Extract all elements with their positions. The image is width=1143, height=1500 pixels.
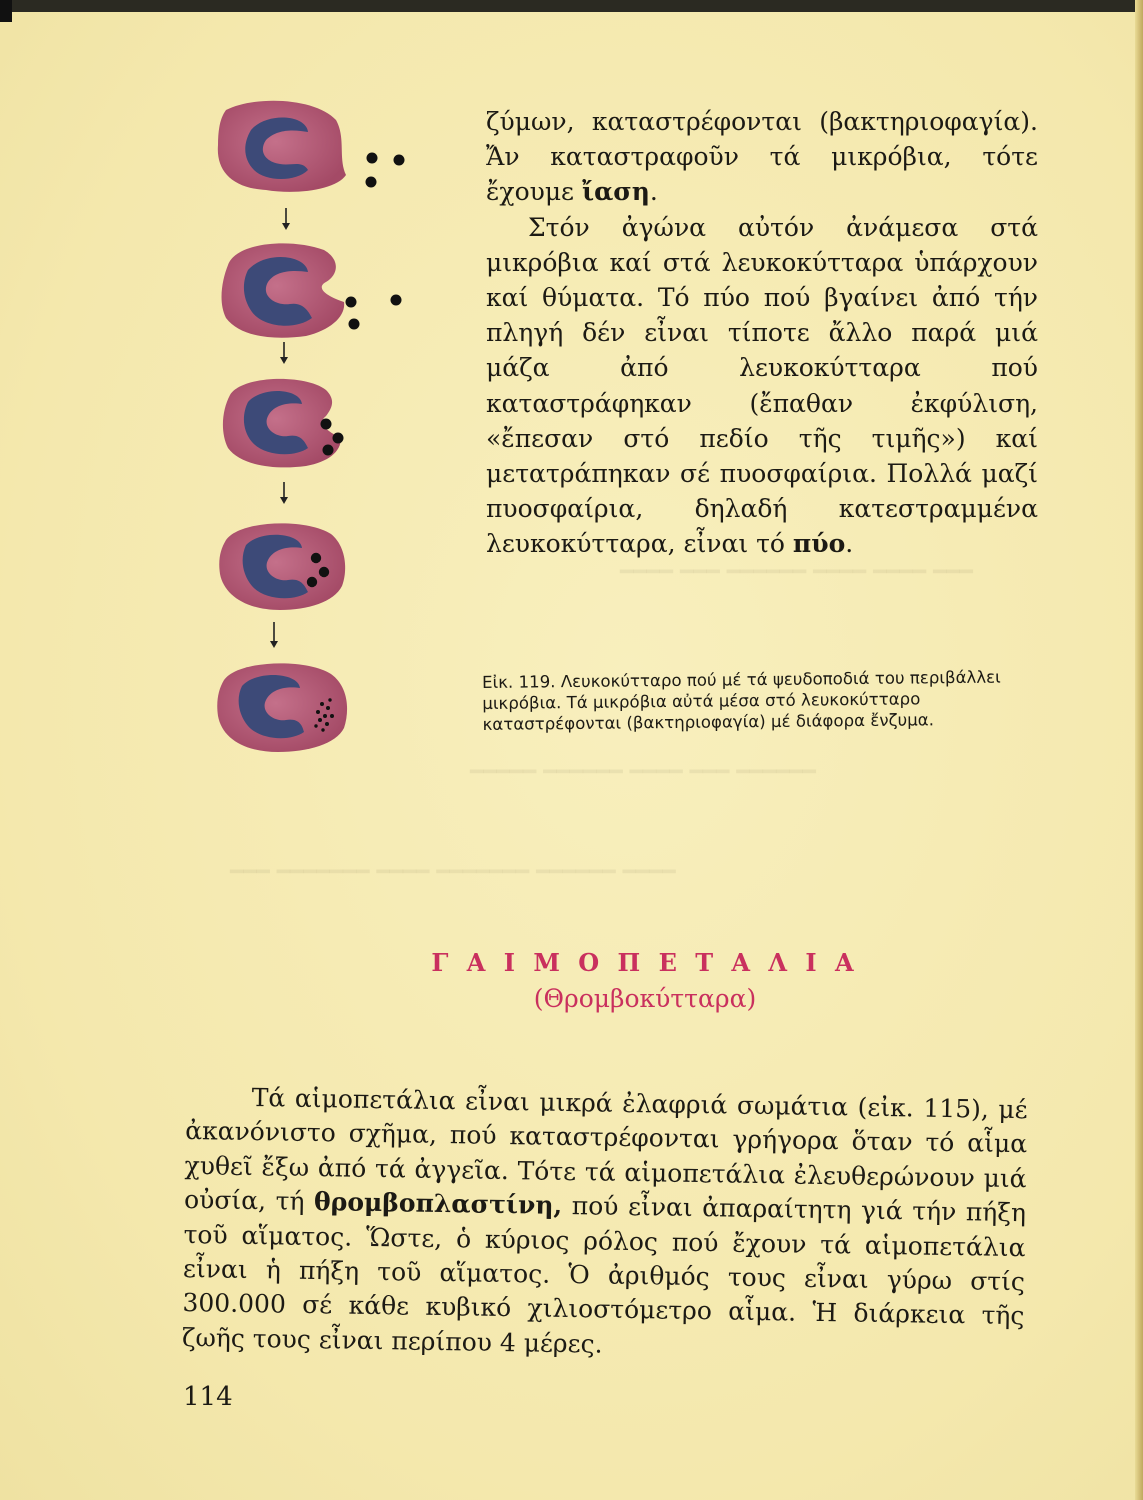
- top-paragraph: [486, 104, 1038, 562]
- bold-term-healing: ἴαση: [581, 177, 650, 207]
- scan-border-top: [0, 0, 1143, 12]
- leukocyte-stage-4: [219, 523, 345, 610]
- paragraph-2: [486, 210, 1038, 562]
- down-arrow-icon: [282, 208, 290, 230]
- bacteria-stage-2: [346, 295, 402, 330]
- scan-corner: [0, 0, 12, 22]
- text-run: Τά αἱμοπετάλια εἶναι μικρά ἐλαφριά σωμάτια (εἰκ. 115), μέ ἀκανόνιστο σχῆμα, πού καταστρέφονται γρήγορα ὅταν τό αἷμα χυθεῖ ἔξω ἀπό τά ἀγγεῖα. Τότε τά αἱμοπετάλια ἐλευθερώνουν μιά οὐσία, τή: [183, 1083, 1028, 1217]
- text-run: πού εἶναι ἀπαραίτητη γιά τήν πήξη τοῦ αἵματος. Ὥστε, ὁ κύριος ρόλος πού ἔχουν τά αἱμοπετάλια εἶναι ἡ πήξη τοῦ αἵματος. Ὁ ἀριθμός τους εἶναι γύρω στίς 300.000 σέ κάθε κυβικό χιλιοστόμετρο αἷμα. Ἡ διάρκεια τῆς ζωῆς τους εἶναι περίπου 4 μέρες.: [181, 1191, 1027, 1359]
- text-run: .: [845, 529, 854, 559]
- bold-term-thromboplastin: θρομβοπλαστίνη,: [313, 1187, 563, 1221]
- page-edge: [1135, 0, 1143, 1500]
- down-arrow-icon: [280, 482, 288, 504]
- text-run: ζύμων, καταστρέφονται (βακτηριοφαγία). Ἄν καταστραφοῦν τά μικρόβια, τότε ἔχουμε: [486, 107, 1038, 207]
- down-arrow-icon: [280, 342, 288, 364]
- section-title: Γ Α Ι Μ Ο Π Ε Τ Α Λ Ι Α: [431, 948, 859, 977]
- text-run: Στόν ἀγώνα αὐτόν ἀνάμεσα στά μικρόβια καί στά λευκοκύτταρα ὑπάρχουν καί θύματα. Τό πύο πού βγαίνει ἀπό τήν πληγή δέν εἶναι τίποτε ἄλλο παρά μιά μάζα ἀπό λευκοκύτταρα πού καταστράφηκαν (ἔπαθαν ἐκφύλιση, «ἔπεσαν στό πεδίο τῆς τιμῆς») καί μετατράπηκαν σέ πυοσφαίρια. Πολλά μαζί πυοσφαίρια, δηλαδή κατεστραμμένα λευκοκύτταρα, εἶναι τό: [486, 212, 1038, 559]
- bold-term-pus: πύο: [792, 529, 846, 559]
- bleed-through: ━━━━━━ ━━━ ━━━━ ━━━━━━ ━━━━━: [470, 760, 816, 785]
- leukocyte-stage-2: [222, 243, 345, 337]
- section-subtitle: (Θρομβοκύτταρα): [533, 984, 757, 1013]
- text-run: .: [649, 177, 658, 207]
- paragraph-1: [486, 104, 1038, 210]
- paragraph-3: [182, 1080, 1028, 1368]
- down-arrow-icon: [270, 622, 278, 648]
- figure-caption: Εἰκ. 119. Λευκοκύτταρο πού μέ τά ψευδοποδιά του περιβάλλει μικρόβια. Τά μικρόβια αὐτά μέσα στό λευκοκύτταρο καταστρέφονται (βακτηριοφαγία) μέ διάφορα ἔνζυμα.: [482, 667, 1001, 734]
- bleed-through: ━━━ ━━━━ ━━━━ ━━━━━━ ━━━ ━━━━: [620, 560, 973, 585]
- bleed-through: ━━━━ ━━━━━━ ━━━━━━━ ━━━━ ━━━━━━━ ━━━: [230, 860, 676, 885]
- page-number: 114: [183, 1382, 233, 1412]
- phagocytosis-diagram: [196, 90, 426, 780]
- bacteria-stage-1: [366, 153, 405, 188]
- bottom-paragraph: [182, 1080, 1028, 1368]
- leukocyte-stage-1: [218, 101, 346, 192]
